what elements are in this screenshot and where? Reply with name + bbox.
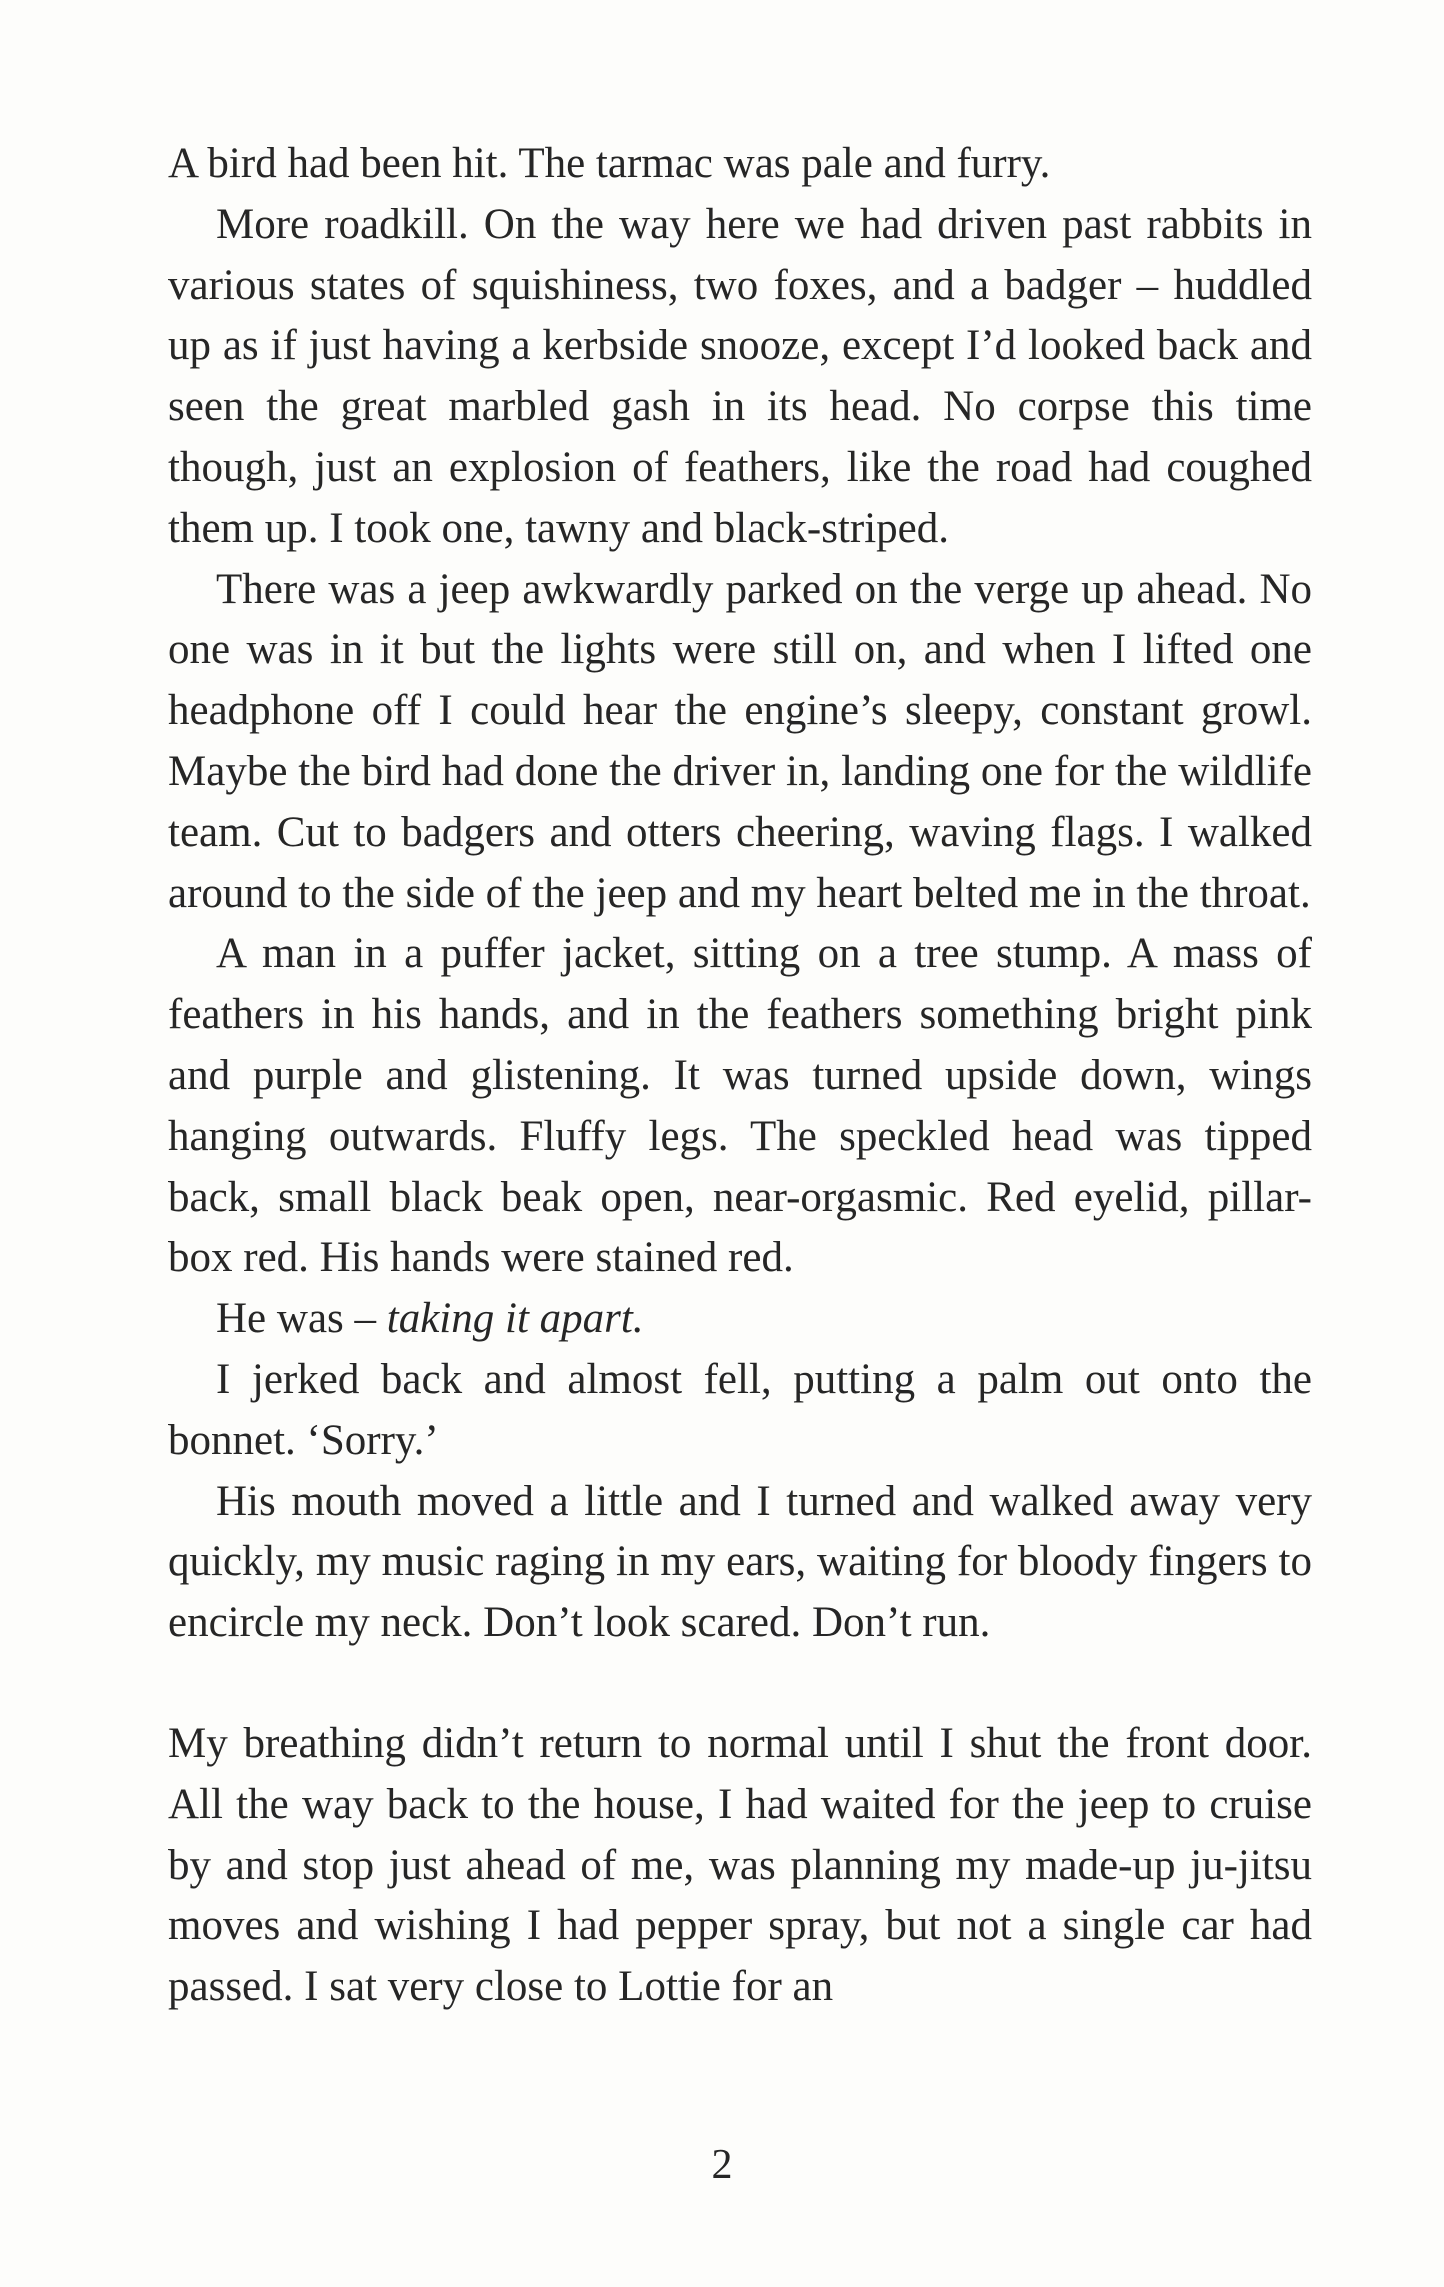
- paragraph-1: A bird had been hit. The tarmac was pale and furry.: [168, 140, 1051, 187]
- paragraph-8: My breathing didn’t return to normal until I shut the front door. All the way back to the house, I had waited for the jeep to cruise by and stop just ahead of me, was planning my made-up ju-jitsu moves and wishing I had pepper spray, but not a single car had passed. I sat very close to Lottie for an: [168, 1719, 1312, 2011]
- page-body: [168, 134, 1312, 2018]
- paragraph-7: His mouth moved a little and I turned and walked away very quickly, my music raging in my ears, waiting for bloody fingers to encircle my neck. Don’t look scared. Don’t run.: [168, 1477, 1312, 1647]
- paragraph-5-prefix: He was –: [216, 1295, 387, 1343]
- paragraph-6: I jerked back and almost fell, putting a palm out onto the bonnet. ‘Sorry.’: [168, 1355, 1312, 1464]
- paragraph-5-emphasis: taking it apart.: [386, 1295, 644, 1343]
- paragraph-5: [168, 1289, 1312, 1350]
- page-number: 2: [711, 2142, 733, 2188]
- paragraph-3: There was a jeep awkwardly parked on the verge up ahead. No one was in it but the lights were still on, and when I lifted one headphone off I could hear the engine’s sleepy, constant growl. Maybe the bird had done the driver in, landing one for the wildlife team. Cut to badgers and otters cheering, waving flags. I walked around to the side of the jeep and my heart belted me in the throat.: [168, 565, 1312, 917]
- section-break: [168, 1654, 1312, 1714]
- paragraph-4: A man in a puffer jacket, sitting on a tree stump. A mass of feathers in his hands, and in the feathers something bright pink and purple and glistening. It was turned upside down, wings hanging outwards. Fluffy legs. The speckled head was tipped back, small black beak open, near-orgasmic. Red eyelid, pillar-box red. His hands were stained red.: [168, 930, 1312, 1282]
- paragraph-2: More roadkill. On the way here we had driven past rabbits in various states of squishiness, two foxes, and a badger – huddled up as if just having a kerbside snooze, except I’d looked back and seen the great marbled gash in its head. No corpse this time though, just an explosion of feathers, like the road had coughed them up. I took one, tawny and black-striped.: [168, 200, 1312, 552]
